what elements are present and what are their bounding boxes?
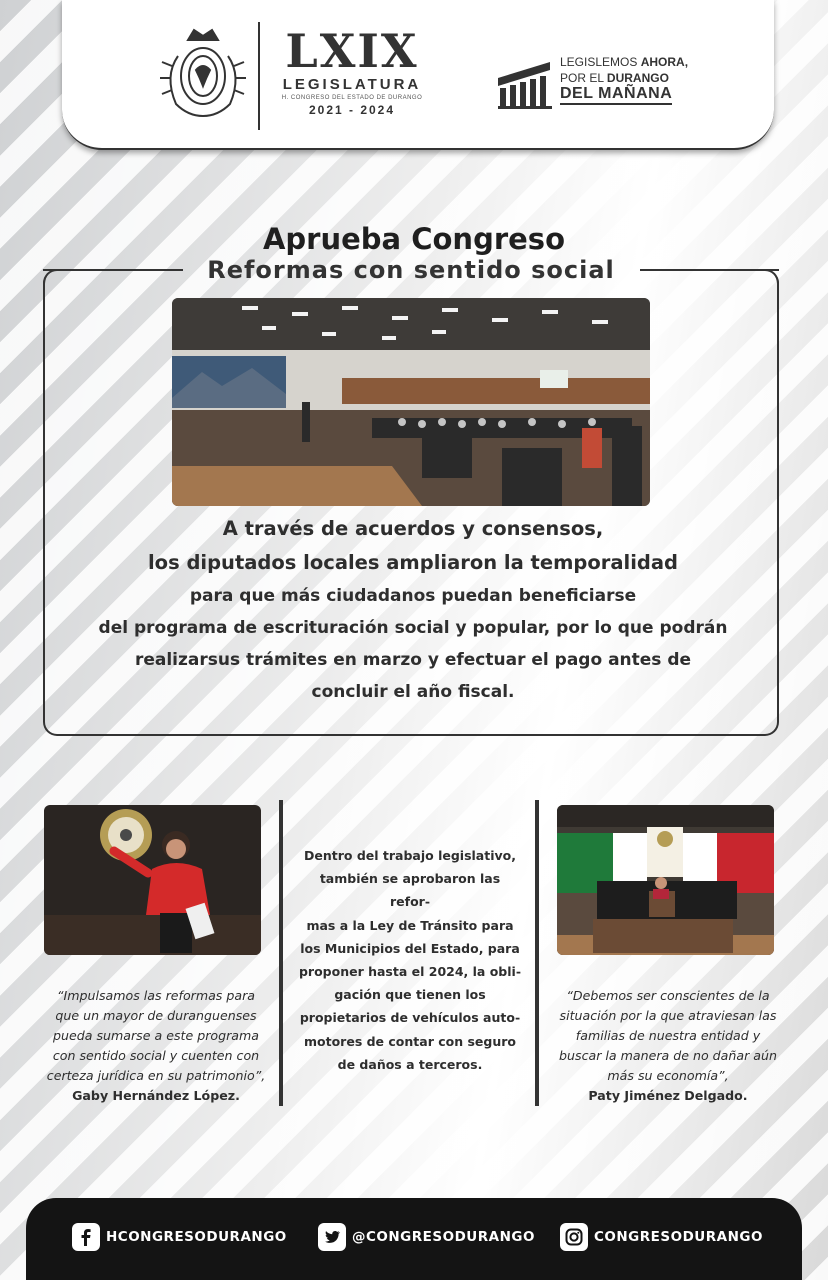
middle-line: proponer hasta el 2024, la obli-	[298, 964, 522, 980]
page-title: Aprueba Congreso	[262, 222, 565, 256]
lead-line: realizarsus trámites en marzo y efectuar el pago antes de	[134, 650, 692, 670]
quote-left	[36, 986, 276, 1106]
lead-line: del programa de escrituración social y popular, por lo que podrán	[98, 618, 728, 638]
lead-line: concluir el año fiscal.	[311, 682, 515, 702]
legislatura-logo	[272, 24, 432, 117]
lead-line: A través de acuerdos y consensos,	[222, 517, 604, 540]
header-divider	[258, 22, 260, 130]
frame-corner	[763, 269, 779, 285]
quote-line: certeza jurídica en su patrimonio”,	[46, 1068, 266, 1083]
session-hall-photo	[172, 298, 650, 506]
frame-corner	[43, 269, 59, 285]
quote-right	[548, 986, 788, 1106]
slogan-bold: AHORA,	[640, 55, 689, 69]
column-divider	[535, 800, 539, 1106]
middle-line: gación que tienen los	[334, 987, 486, 1003]
durango-seal-logo	[158, 26, 248, 122]
instagram-handle: CONGRESODURANGO	[594, 1229, 763, 1245]
header-banner	[62, 0, 774, 150]
middle-line: motores de contar con seguro	[304, 1033, 516, 1049]
page-subtitle: Reformas con sentido social	[207, 256, 615, 284]
quote-line: buscar la manera de no dañar aún	[559, 1048, 777, 1063]
slogan-text: LEGISLEMOS	[560, 55, 641, 69]
column-divider	[279, 800, 283, 1106]
slogan-text: POR EL	[560, 71, 607, 85]
slogan-bold: DURANGO	[606, 71, 669, 85]
twitter-link[interactable]	[318, 1222, 535, 1252]
quote-author: Paty Jiménez Delgado.	[588, 1088, 748, 1103]
middle-line: Dentro del trabajo legislativo,	[304, 848, 516, 863]
frame-top-line	[640, 269, 779, 271]
logo-title: LXIX	[285, 24, 419, 78]
speaker-photo-left	[44, 805, 261, 955]
header-slogan	[560, 54, 760, 105]
lead-line: los diputados locales ampliaron la temporalidad	[147, 551, 678, 574]
congress-building-icon	[496, 48, 558, 110]
quote-line: más su economía”,	[607, 1068, 729, 1083]
facebook-link[interactable]	[72, 1222, 287, 1252]
middle-line: los Municipios del Estado, para	[300, 940, 520, 956]
facebook-icon	[72, 1223, 100, 1251]
facebook-handle: HCONGRESODURANGO	[106, 1229, 287, 1245]
quote-line: “Impulsamos las reformas para	[57, 988, 255, 1003]
quote-line: que un mayor de duranguenses	[55, 1008, 257, 1023]
quote-line: “Debemos ser conscientes de la	[566, 988, 770, 1003]
frame-top-line	[43, 269, 183, 271]
session-photo-right	[557, 805, 774, 955]
middle-column-text	[298, 844, 522, 1076]
slogan-emphasis: DEL MAÑANA	[560, 86, 672, 105]
lead-line: para que más ciudadanos puedan beneficiarse	[189, 586, 637, 606]
middle-line: propietarios de vehículos auto-	[299, 1010, 521, 1026]
quote-line: familias de nuestra entidad y	[575, 1028, 761, 1043]
middle-line: de daños a terceros.	[337, 1056, 483, 1072]
instagram-icon	[560, 1223, 588, 1251]
quote-author: Gaby Hernández López.	[72, 1088, 240, 1103]
lead-paragraph	[60, 512, 766, 708]
twitter-icon	[318, 1223, 346, 1251]
quote-line: situación por la que atraviesan las	[559, 1008, 777, 1023]
twitter-handle: @CONGRESODURANGO	[352, 1229, 535, 1245]
quote-line: con sentido social y cuenten con	[52, 1048, 260, 1063]
quote-line: pueda sumarse a este programa	[53, 1028, 259, 1043]
logo-caption: H. CONGRESO DEL ESTADO DE DURANGO	[281, 95, 423, 101]
middle-line: también se aprobaron las refor-	[319, 871, 501, 910]
middle-line: mas a la Ley de Tránsito para	[306, 917, 514, 933]
logo-subtitle: LEGISLATURA	[282, 76, 422, 93]
instagram-link[interactable]	[560, 1222, 763, 1252]
logo-years: 2021 - 2024	[308, 103, 396, 117]
